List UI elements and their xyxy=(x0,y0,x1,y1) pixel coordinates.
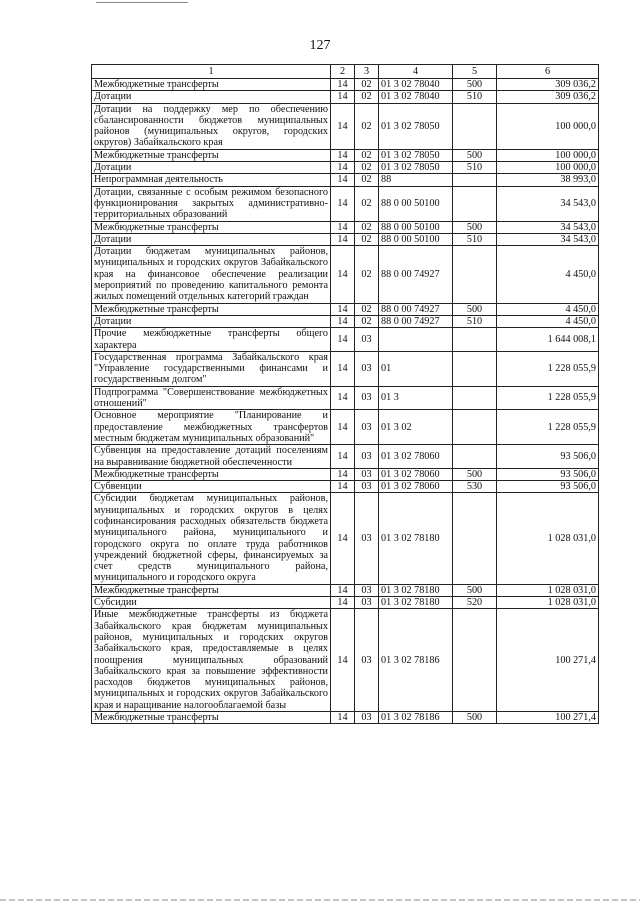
expense-type-cell: 510 xyxy=(453,162,497,174)
row-name-cell: Дотации xyxy=(92,91,331,103)
subsection-cell: 03 xyxy=(355,386,379,410)
expense-type-cell: 500 xyxy=(453,468,497,480)
table-row xyxy=(92,103,599,149)
expense-type-cell: 520 xyxy=(453,597,497,609)
bottom-rule xyxy=(0,899,640,901)
subsection-cell: 03 xyxy=(355,328,379,352)
subsection-cell: 03 xyxy=(355,493,379,584)
expense-type-cell xyxy=(453,351,497,386)
section-cell: 14 xyxy=(331,162,355,174)
table-row xyxy=(92,79,599,91)
amount-cell: 34 543,0 xyxy=(497,186,599,221)
amount-cell: 309 036,2 xyxy=(497,91,599,103)
top-rule xyxy=(96,2,188,3)
target-article-cell: 01 3 02 xyxy=(379,410,453,445)
column-header: 5 xyxy=(453,65,497,79)
column-header: 2 xyxy=(331,65,355,79)
expense-type-cell: 500 xyxy=(453,303,497,315)
table-row xyxy=(92,493,599,584)
amount-cell: 1 228 055,9 xyxy=(497,386,599,410)
table-row xyxy=(92,351,599,386)
target-article-cell: 01 xyxy=(379,351,453,386)
target-article-cell: 88 0 00 50100 xyxy=(379,221,453,233)
table-row xyxy=(92,91,599,103)
row-name-cell: Дотации xyxy=(92,233,331,245)
column-header: 3 xyxy=(355,65,379,79)
table-row xyxy=(92,246,599,303)
section-cell: 14 xyxy=(331,186,355,221)
subsection-cell: 02 xyxy=(355,315,379,327)
amount-cell: 1 028 031,0 xyxy=(497,493,599,584)
target-article-cell: 88 0 00 50100 xyxy=(379,186,453,221)
subsection-cell: 02 xyxy=(355,79,379,91)
section-cell: 14 xyxy=(331,91,355,103)
row-name-cell: Подпрограмма "Совершенствование межбюджетных отношений" xyxy=(92,386,331,410)
expense-type-cell xyxy=(453,386,497,410)
target-article-cell: 88 0 00 74927 xyxy=(379,303,453,315)
row-name-cell: Дотации бюджетам муниципальных районов, муниципальных и городских округов Забайкальского края на финансовое обеспечение реализации мероприятий по проведению капитального ремонта жилых помещений отдельных категорий граждан xyxy=(92,246,331,303)
subsection-cell: 02 xyxy=(355,149,379,161)
section-cell: 14 xyxy=(331,445,355,469)
table-row xyxy=(92,149,599,161)
section-cell: 14 xyxy=(331,386,355,410)
expense-type-cell xyxy=(453,493,497,584)
expense-type-cell xyxy=(453,246,497,303)
expense-type-cell: 500 xyxy=(453,712,497,724)
amount-cell: 93 506,0 xyxy=(497,468,599,480)
subsection-cell: 02 xyxy=(355,233,379,245)
expense-type-cell xyxy=(453,609,497,712)
table-row xyxy=(92,584,599,596)
expense-type-cell: 500 xyxy=(453,79,497,91)
amount-cell: 1 644 008,1 xyxy=(497,328,599,352)
target-article-cell: 01 3 02 78040 xyxy=(379,79,453,91)
target-article-cell xyxy=(379,328,453,352)
target-article-cell: 01 3 02 78060 xyxy=(379,481,453,493)
table-row xyxy=(92,174,599,186)
row-name-cell: Дотации на поддержку мер по обеспечению сбалансированности бюджетов муниципальных районов (муниципальных округов, городских округов) Забайкальского края xyxy=(92,103,331,149)
table-row xyxy=(92,221,599,233)
table-row xyxy=(92,410,599,445)
section-cell: 14 xyxy=(331,410,355,445)
table-row xyxy=(92,303,599,315)
section-cell: 14 xyxy=(331,246,355,303)
row-name-cell: Межбюджетные трансферты xyxy=(92,712,331,724)
amount-cell: 100 271,4 xyxy=(497,609,599,712)
row-name-cell: Субсидии бюджетам муниципальных районов, муниципальных и городских округов в целях софинансирования расходных обязательств бюджета муниципального района, муниципального и городского округа по оплате труда работников учреждений бюджетной сферы, финансируемых за счет средств муниципального района, муниципального и городского округа xyxy=(92,493,331,584)
row-name-cell: Субвенция на предоставление дотаций поселениям на выравнивание бюджетной обеспеченности xyxy=(92,445,331,469)
row-name-cell: Дотации, связанные с особым режимом безопасного функционирования закрытых административно-территориальных образований xyxy=(92,186,331,221)
section-cell: 14 xyxy=(331,481,355,493)
table-row xyxy=(92,315,599,327)
expense-type-cell: 530 xyxy=(453,481,497,493)
row-name-cell: Субвенции xyxy=(92,481,331,493)
amount-cell: 93 506,0 xyxy=(497,481,599,493)
amount-cell: 100 271,4 xyxy=(497,712,599,724)
section-cell: 14 xyxy=(331,609,355,712)
table-row xyxy=(92,445,599,469)
expense-type-cell xyxy=(453,328,497,352)
expense-type-cell xyxy=(453,445,497,469)
row-name-cell: Непрограммная деятельность xyxy=(92,174,331,186)
table-row xyxy=(92,233,599,245)
row-name-cell: Иные межбюджетные трансферты из бюджета Забайкальского края бюджетам муниципальных районов, муниципальных и городских округов Забайкальского края, предоставляемые в целях поощрения муниципальных образований Забайкальского края за повышение эффективности расходов бюджетов муниципальных районов, муниципальных и городских округов Забайкальского края и наращивание налогооблагаемой базы xyxy=(92,609,331,712)
subsection-cell: 02 xyxy=(355,246,379,303)
row-name-cell: Дотации xyxy=(92,315,331,327)
expense-type-cell: 500 xyxy=(453,221,497,233)
section-cell: 14 xyxy=(331,597,355,609)
row-name-cell: Субсидии xyxy=(92,597,331,609)
section-cell: 14 xyxy=(331,712,355,724)
target-article-cell: 01 3 02 78186 xyxy=(379,712,453,724)
target-article-cell: 01 3 02 78180 xyxy=(379,493,453,584)
amount-cell: 100 000,0 xyxy=(497,162,599,174)
table-body xyxy=(92,79,599,724)
amount-cell: 4 450,0 xyxy=(497,246,599,303)
section-cell: 14 xyxy=(331,149,355,161)
target-article-cell: 01 3 02 78180 xyxy=(379,584,453,596)
amount-cell: 4 450,0 xyxy=(497,303,599,315)
amount-cell: 1 228 055,9 xyxy=(497,410,599,445)
amount-cell: 309 036,2 xyxy=(497,79,599,91)
expense-type-cell: 500 xyxy=(453,149,497,161)
amount-cell: 1 228 055,9 xyxy=(497,351,599,386)
expense-type-cell xyxy=(453,410,497,445)
subsection-cell: 03 xyxy=(355,351,379,386)
table-row xyxy=(92,186,599,221)
target-article-cell: 01 3 02 78060 xyxy=(379,468,453,480)
table-row xyxy=(92,481,599,493)
section-cell: 14 xyxy=(331,584,355,596)
row-name-cell: Межбюджетные трансферты xyxy=(92,468,331,480)
expense-type-cell: 500 xyxy=(453,584,497,596)
section-cell: 14 xyxy=(331,79,355,91)
subsection-cell: 02 xyxy=(355,174,379,186)
table-header-row xyxy=(92,65,599,79)
expense-type-cell xyxy=(453,103,497,149)
section-cell: 14 xyxy=(331,303,355,315)
section-cell: 14 xyxy=(331,174,355,186)
amount-cell: 93 506,0 xyxy=(497,445,599,469)
page-number: 127 xyxy=(309,38,331,53)
target-article-cell: 01 3 02 78050 xyxy=(379,103,453,149)
row-name-cell: Основное мероприятие "Планирование и предоставление межбюджетных трансфертов местным бюджетам муниципальных образований" xyxy=(92,410,331,445)
subsection-cell: 03 xyxy=(355,481,379,493)
expense-type-cell: 510 xyxy=(453,315,497,327)
target-article-cell: 01 3 02 78050 xyxy=(379,149,453,161)
amount-cell: 1 028 031,0 xyxy=(497,597,599,609)
section-cell: 14 xyxy=(331,351,355,386)
target-article-cell: 88 0 00 74927 xyxy=(379,246,453,303)
subsection-cell: 03 xyxy=(355,410,379,445)
table-row xyxy=(92,609,599,712)
row-name-cell: Межбюджетные трансферты xyxy=(92,149,331,161)
subsection-cell: 03 xyxy=(355,609,379,712)
row-name-cell: Государственная программа Забайкальского края "Управление государственными финансами и государственным долгом" xyxy=(92,351,331,386)
table-row xyxy=(92,386,599,410)
amount-cell: 38 993,0 xyxy=(497,174,599,186)
subsection-cell: 02 xyxy=(355,186,379,221)
subsection-cell: 03 xyxy=(355,712,379,724)
table-row xyxy=(92,712,599,724)
target-article-cell: 01 3 02 78180 xyxy=(379,597,453,609)
subsection-cell: 03 xyxy=(355,468,379,480)
amount-cell: 100 000,0 xyxy=(497,149,599,161)
row-name-cell: Дотации xyxy=(92,162,331,174)
column-header: 1 xyxy=(92,65,331,79)
table-row xyxy=(92,328,599,352)
target-article-cell: 01 3 xyxy=(379,386,453,410)
row-name-cell: Межбюджетные трансферты xyxy=(92,584,331,596)
target-article-cell: 01 3 02 78186 xyxy=(379,609,453,712)
table-row xyxy=(92,162,599,174)
subsection-cell: 02 xyxy=(355,162,379,174)
target-article-cell: 88 xyxy=(379,174,453,186)
target-article-cell: 88 0 00 50100 xyxy=(379,233,453,245)
section-cell: 14 xyxy=(331,103,355,149)
section-cell: 14 xyxy=(331,493,355,584)
expense-type-cell: 510 xyxy=(453,91,497,103)
section-cell: 14 xyxy=(331,468,355,480)
subsection-cell: 02 xyxy=(355,103,379,149)
subsection-cell: 03 xyxy=(355,445,379,469)
table-row xyxy=(92,468,599,480)
row-name-cell: Межбюджетные трансферты xyxy=(92,79,331,91)
target-article-cell: 01 3 02 78060 xyxy=(379,445,453,469)
target-article-cell: 01 3 02 78040 xyxy=(379,91,453,103)
amount-cell: 34 543,0 xyxy=(497,221,599,233)
column-header: 6 xyxy=(497,65,599,79)
amount-cell: 4 450,0 xyxy=(497,315,599,327)
column-header: 4 xyxy=(379,65,453,79)
amount-cell: 34 543,0 xyxy=(497,233,599,245)
amount-cell: 1 028 031,0 xyxy=(497,584,599,596)
section-cell: 14 xyxy=(331,233,355,245)
subsection-cell: 02 xyxy=(355,221,379,233)
budget-table xyxy=(91,64,599,724)
subsection-cell: 03 xyxy=(355,597,379,609)
subsection-cell: 02 xyxy=(355,91,379,103)
subsection-cell: 03 xyxy=(355,584,379,596)
target-article-cell: 88 0 00 74927 xyxy=(379,315,453,327)
section-cell: 14 xyxy=(331,315,355,327)
table-row xyxy=(92,597,599,609)
amount-cell: 100 000,0 xyxy=(497,103,599,149)
expense-type-cell xyxy=(453,174,497,186)
target-article-cell: 01 3 02 78050 xyxy=(379,162,453,174)
row-name-cell: Межбюджетные трансферты xyxy=(92,221,331,233)
section-cell: 14 xyxy=(331,328,355,352)
row-name-cell: Прочие межбюджетные трансферты общего характера xyxy=(92,328,331,352)
row-name-cell: Межбюджетные трансферты xyxy=(92,303,331,315)
section-cell: 14 xyxy=(331,221,355,233)
subsection-cell: 02 xyxy=(355,303,379,315)
expense-type-cell: 510 xyxy=(453,233,497,245)
expense-type-cell xyxy=(453,186,497,221)
